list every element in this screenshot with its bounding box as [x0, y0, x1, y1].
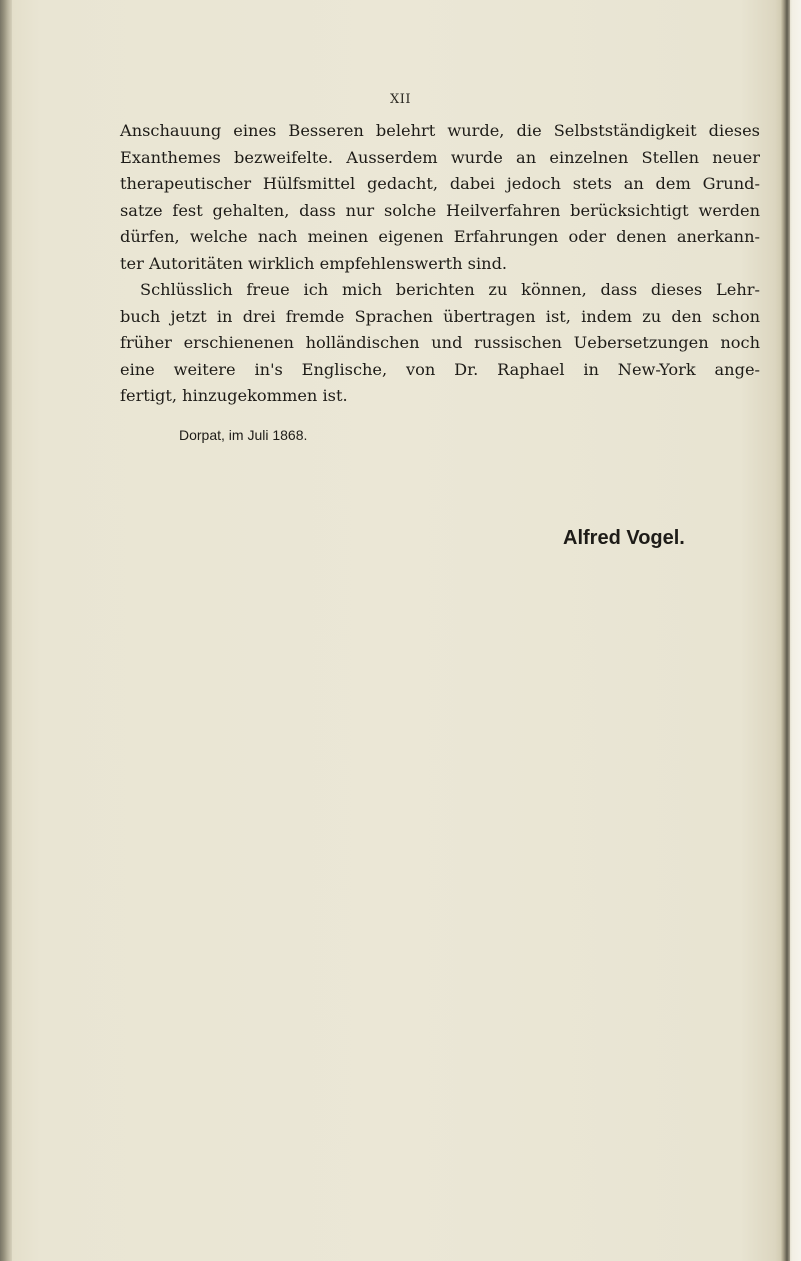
text-line: therapeutischer Hülfsmittel gedacht, dabei jedoch stets an dem Grund-: [120, 174, 760, 193]
text-line: Exanthemes bezweifelte. Ausserdem wurde an einzelnen Stellen neuer: [120, 147, 760, 167]
text-line: eine weitere in's Englische, von Dr. Raphael in New-York ange-: [120, 359, 760, 379]
text-line: Schlüsslich freue ich mich berichten zu können, dass dieses Lehr-: [140, 280, 760, 299]
text-line: buch jetzt in drei fremde Sprachen übertragen ist, indem zu den schon: [120, 306, 760, 326]
right-binding-edge: [781, 0, 790, 1261]
body-text: [120, 118, 760, 410]
left-binding-edge: [0, 0, 12, 1261]
text-line: Anschauung eines Besseren belehrt wurde, die Selbstständigkeit dieses: [120, 121, 760, 140]
text-line: ter Autoritäten wirklich empfehlenswerth sind.: [120, 253, 508, 273]
text-line: dürfen, welche nach meinen eigenen Erfahrungen oder denen anerkann-: [120, 227, 760, 246]
text-line: früher erschienenen holländischen und russischen Uebersetzungen noch: [120, 333, 760, 352]
author-signature: Alfred Vogel.: [563, 527, 685, 549]
text-line: satze fest gehalten, dass nur solche Heilverfahren berücksichtigt werden: [120, 200, 760, 220]
text-line: fertigt, hinzugekommen ist.: [120, 386, 348, 405]
dateline: Dorpat, im Juli 1868.: [179, 427, 308, 443]
page-number: XII: [389, 92, 412, 107]
